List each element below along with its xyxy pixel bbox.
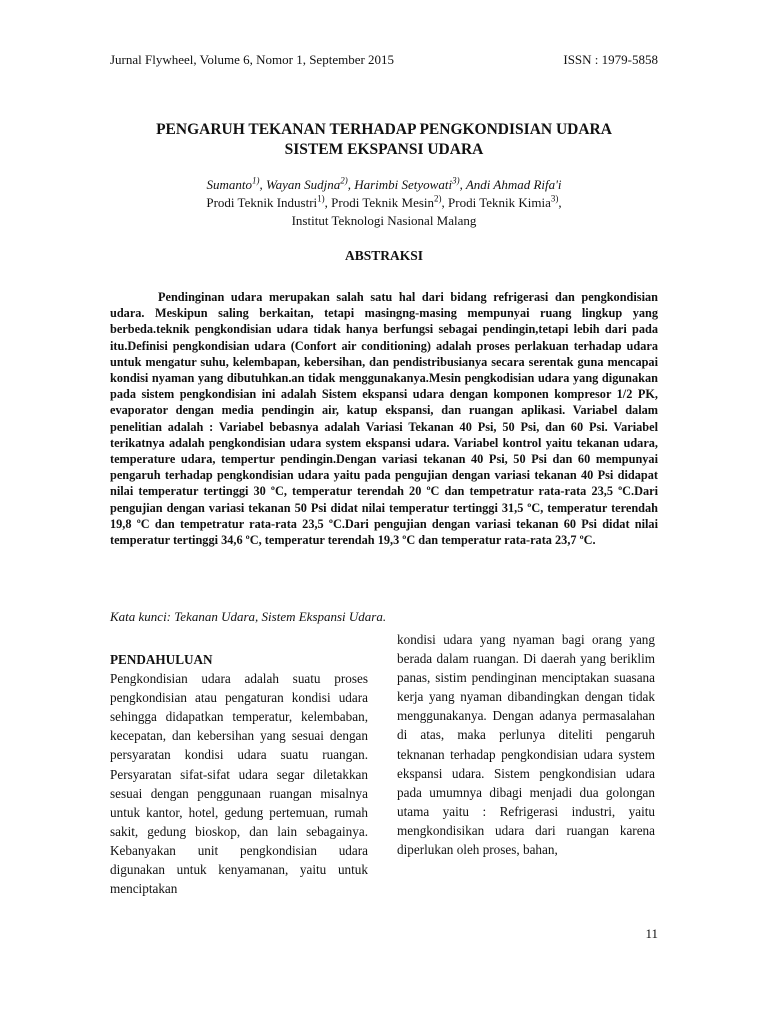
author-3-sup: 3): [452, 175, 460, 186]
affiliation-end: ,: [558, 195, 562, 210]
institution: Institut Teknologi Nasional Malang: [291, 213, 477, 228]
issn: ISSN : 1979-5858: [563, 52, 658, 67]
title-line-1: PENGARUH TEKANAN TERHADAP PENGKONDISIAN UDARA: [156, 121, 612, 138]
title-line-2: SISTEM EKSPANSI UDARA: [284, 141, 484, 158]
affiliation-1-sup: 1): [317, 193, 325, 204]
author-3: , Harimbi Setyowati: [347, 177, 453, 192]
author-2-sup: 2): [340, 175, 348, 186]
page-number: 11: [645, 926, 658, 941]
abstract-heading: ABSTRAKSI: [344, 248, 424, 263]
affiliation-3: , Prodi Teknik Kimia: [441, 195, 551, 210]
affiliations: [80, 194, 688, 212]
author-1: Sumanto: [206, 177, 252, 192]
section-heading-pendahuluan: PENDAHULUAN: [110, 652, 213, 667]
author-1-sup: 1): [251, 175, 260, 186]
author-2: , Wayan Sudjna: [259, 177, 341, 192]
affiliation-2-sup: 2): [434, 193, 442, 204]
affiliation-1: Prodi Teknik Industri: [206, 195, 318, 210]
intro-right-text: kondisi udara yang nyaman bagi orang yang berada dalam ruangan. Di daerah yang beriklim panas, sistim pendinginan menciptakan suasana kerja yang nyaman dibandingkan dengan tidak menggunakanya. Dengan adanya permasalahan di atas, maka perlunya diteliti pengaruh teknanan terhadap pengkondisian udara system ekspansi udara. Sistem pengkondisian udara pada umumnya dibagi menjadi dua golongan utama yaitu : Refrigerasi industri, yaitu mengkondisikan udara dari ruangan karena diperlukan oleh proses, bahan,: [397, 632, 655, 858]
affiliation-3-sup: 3): [550, 193, 559, 204]
paper-title: [80, 120, 688, 160]
author-block: [80, 176, 688, 230]
author-names: [80, 176, 688, 194]
running-header: [110, 52, 658, 68]
right-column: [397, 630, 655, 859]
journal-info: Jurnal Flywheel, Volume 6, Nomor 1, September 2015: [110, 52, 395, 67]
affiliation-2: , Prodi Teknik Mesin: [324, 195, 435, 210]
left-column: [110, 650, 368, 898]
keywords: Kata kunci: Tekanan Udara, Sistem Ekspansi Udara.: [110, 609, 387, 624]
author-4: , Andi Ahmad Rifa'i: [459, 177, 562, 192]
intro-left-text: Pengkondisian udara adalah suatu proses pengkondisian atau pengaturan kondisi udara sehingga didapatkan temperatur, kelembaban, kecepatan, dan kebersihan yang sesuai dengan persyaratan kondisi udara suatu ruangan. Persyaratan sifat-sifat udara segar diletakkan sesuai dengan penggunaan ruangan misalnya untuk kantor, hotel, gedung pertemuan, rumah sakit, gedung bioskop, dan lain sebagainya. Kebanyakan unit pengkondisian udara digunakan untuk kenyamanan, yaitu untuk menciptakan: [110, 671, 368, 897]
abstract-text: Pendinginan udara merupakan salah satu hal dari bidang refrigerasi dan pengkondisian udara. Meskipun saling berkaitan, tetapi masingng-masing mempunyai ruang lingkup yang berbeda.teknik pengkondisian udara tidak hanya berfungsi sebagai pendingin,tetapi lebih dari pada itu.Definisi pengkondisian udara (Confort air conditioning) adalah proses perlakuan terhadap udara untuk mengatur suhu, kelembapan, kebersihan, dan pendistribusianya secara serentak guna mencapai kondisi nyaman yang dibutuhkan.an tidak menggunakanya.Mesin pengkodisian udara yang digunakan pada sistem pengkondisian ini adalah Sistem ekspansi udara dengan komponen kompresor 1/2 PK, evaporator dengan media pendingin air, katup ekspansi, dan ruangan aplikasi. Variabel dalam penelitian adalah : Variabel bebasnya adalah Variasi Tekanan 40 Psi, 50 Psi, dan 60 Psi. Variabel terikatnya adalah pengkondisian udara system ekspansi udara. Variabel kontrol yaitu tekanan udara, temperature udara, tempertur pendingin.Dengan variasi tekanan 40 Psi, 50 Psi dan 60 mempunyai pengaruh terhadap pengkondisian udara yaitu pada pengujian dengan variasi tekanan 40 Psi didapat nilai temperatur tertinggi 30 ºC, temperatur terendah 20 ºC dan tempetratur rata-rata 23,5 ºC.Dari pengujian dengan variasi tekanan 50 Psi didat nilai temperatur tertinggi 31,5 ºC, temperatur terendah 19,8 ºC dan tempetratur rata-rata 23,5 ºC.Dari pengujian dengan variasi tekanan 60 Psi didat nilai temperatur tertinggi 34,6 ºC, temperatur terendah 19,3 ºC dan temperatur rata-rata 23,7 ºC.: [110, 290, 658, 548]
